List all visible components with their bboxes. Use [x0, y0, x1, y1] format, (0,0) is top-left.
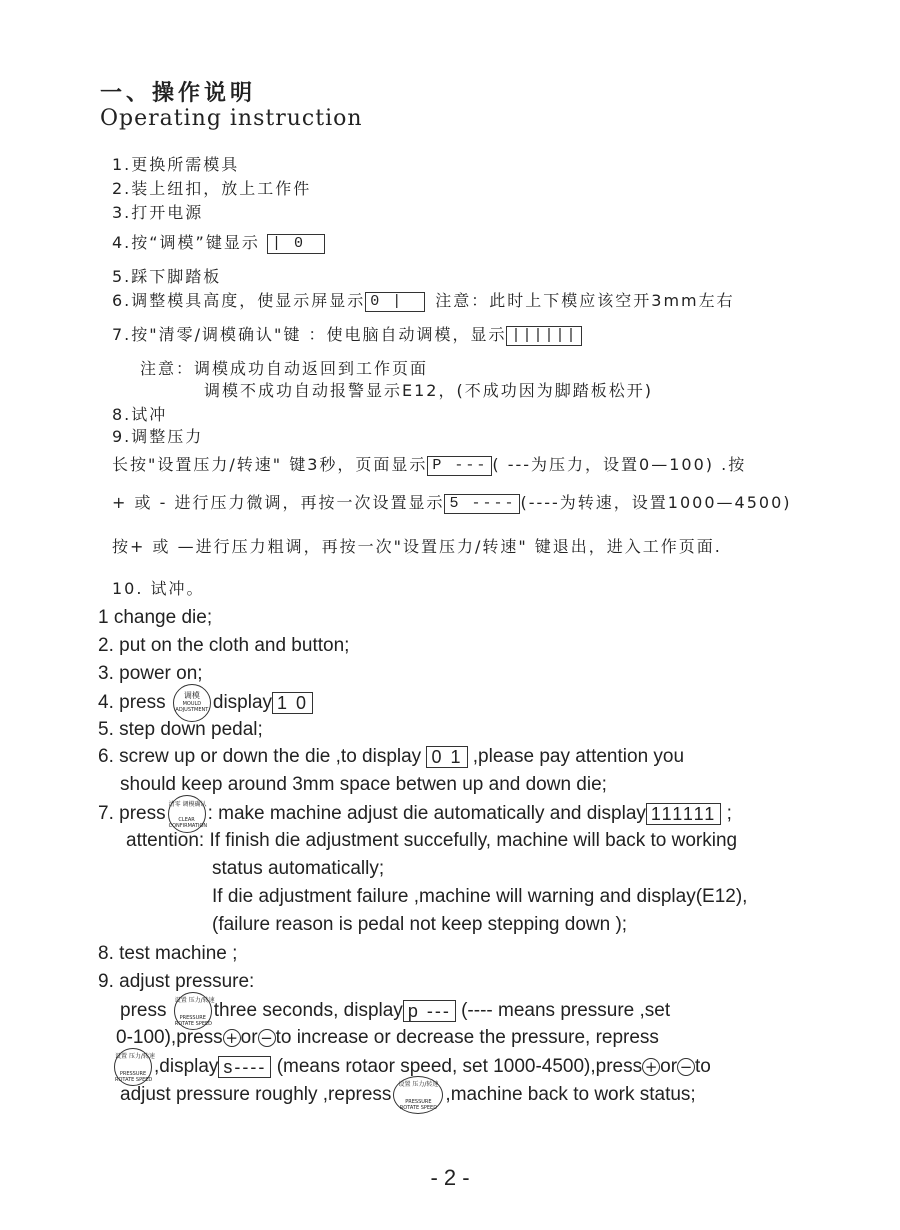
en-step-8: 8. test machine ; [98, 943, 238, 964]
display-box: 0 | [365, 292, 425, 312]
cn-step-1: 1.更换所需模具 [112, 155, 240, 174]
cn-step-4 [112, 230, 325, 254]
en-step-6-text: 6. screw up or down the die ,to display [98, 746, 422, 768]
heading-en: Operating instruction [100, 106, 363, 131]
en-step-4 [98, 684, 313, 722]
pressure-key-icon: 设置 压力/转速 PRESSURE ROTATE SPEED [393, 1076, 443, 1114]
cn-step-6 [112, 288, 735, 312]
cn-step-10: 10. 试冲。 [112, 579, 205, 598]
cn-step-8: 8.试冲 [112, 405, 168, 424]
en-step-7-end: ; [726, 803, 732, 825]
pressure-key-icon: 设置 压力/转速 PRESSURE ROTATE SPEED [114, 1048, 152, 1086]
cn-step-7-text: 7.按"清零/调模确认"键 ：使电脑自动调模，显示 [112, 325, 507, 344]
cn-step-6-note: 注意：此时上下模应该空开3mm左右 [435, 291, 735, 310]
cn-pressure-line-1-text: 长按"设置压力/转速" 键3秒，页面显示 [112, 455, 428, 474]
cn-pressure-line-1 [112, 452, 746, 476]
display-box: s---- [218, 1056, 271, 1078]
en-pressure-line-1 [120, 992, 670, 1030]
en-pressure-line-1-text: press [120, 1000, 167, 1022]
cn-pressure-line-2 [112, 490, 792, 514]
cn-pressure-line-2-text: + 或 - 进行压力微调，再按一次设置显示 [112, 493, 445, 512]
cn-pressure-line-3: 按+ 或 —进行压力粗调，再按一次"设置压力/转速" 键退出，进入工作页面. [112, 537, 722, 556]
cn-step-5: 5.踩下脚踏板 [112, 267, 222, 286]
heading-cn: 一、操作说明 [100, 81, 257, 106]
en-step-9: 9. adjust pressure: [98, 971, 255, 992]
en-pressure-line-1-mid: three seconds, display [213, 1000, 403, 1022]
en-step-7-text: 7. press [98, 803, 166, 825]
display-box: | 0 [267, 234, 325, 254]
en-attention-3: If die adjustment failure ,machine will warning and display(E12), [212, 886, 748, 907]
en-attention-2: status automatically; [212, 858, 385, 879]
en-step-7-desc: : make machine adjust die automatically and display [207, 803, 646, 825]
display-box: 1 0 [272, 692, 313, 714]
page-number: - 2 - [430, 1165, 470, 1190]
en-step-4-text: 4. press [98, 692, 166, 714]
display-box: |||||| [506, 326, 582, 346]
en-step-5: 5. step down pedal; [98, 719, 263, 740]
cn-step-2: 2.装上纽扣，放上工作件 [112, 179, 312, 198]
minus-icon: − [258, 1029, 276, 1047]
en-pressure-line-4 [120, 1076, 696, 1114]
en-or-text: or [240, 1027, 258, 1048]
cn-pressure-line-2-note: (----为转速，设置1000—4500) [520, 493, 792, 512]
en-pressure-line-3-text: ,display [154, 1056, 219, 1078]
display-box: p --- [403, 1000, 456, 1022]
en-pressure-line-3-note: (means rotaor speed, set 1000-4500),press [276, 1056, 643, 1078]
cn-step-3: 3.打开电源 [112, 203, 204, 222]
en-pressure-line-2-note: to increase or decrease the pressure, repress [275, 1027, 659, 1048]
clear-key-icon: 清零 调模确认 CLEAR CONFIRMATION [168, 795, 206, 833]
en-step-7 [98, 795, 732, 833]
cn-note-2: 调模不成功自动报警显示E12，(不成功因为脚踏板松开) [204, 381, 653, 400]
display-box: 0 1 [426, 746, 467, 768]
en-step-1: 1 change die; [98, 607, 213, 628]
plus-icon: + [223, 1029, 241, 1047]
en-pressure-line-4-text: adjust pressure roughly ,repress [120, 1084, 392, 1106]
en-or-text: or [660, 1056, 678, 1078]
en-attention-1: attention: If finish die adjustment succefully, machine will back to working [126, 830, 738, 851]
en-to-text: to [695, 1056, 711, 1078]
en-step-6-line-2: should keep around 3mm space betwen up and down die; [120, 774, 607, 795]
cn-step-6-text: 6.调整模具高度，使显示屏显示 [112, 291, 366, 310]
en-pressure-line-1-note: (---- means pressure ,set [461, 1000, 671, 1022]
mould-key-icon: 调模 MOULD ADJUSTMENT [173, 684, 211, 722]
en-step-4-display: display [212, 692, 273, 714]
en-step-6 [98, 746, 684, 768]
pressure-key-icon: 设置 压力/转速 PRESSURE ROTATE SPEED [174, 992, 212, 1030]
cn-step-9: 9.调整压力 [112, 427, 204, 446]
minus-icon: − [677, 1058, 695, 1076]
en-pressure-line-2 [116, 1027, 659, 1049]
en-pressure-line-2-text: 0-100),press [116, 1027, 223, 1048]
en-pressure-line-4-note: ,machine back to work status; [445, 1084, 696, 1106]
en-step-6-note: ,please pay attention you [472, 746, 685, 768]
en-step-2: 2. put on the cloth and button; [98, 635, 350, 656]
plus-icon: + [642, 1058, 660, 1076]
cn-step-7 [112, 322, 582, 346]
display-box: P --- [427, 456, 492, 476]
en-attention-4: (failure reason is pedal not keep stepping down ); [212, 914, 628, 935]
en-step-3: 3. power on; [98, 663, 203, 684]
display-box: 111111 [646, 803, 721, 825]
cn-step-4-text: 4.按“调模”键显示 [112, 233, 260, 252]
cn-note-1: 注意：调模成功自动返回到工作页面 [140, 359, 429, 378]
display-box: 5 ---- [444, 494, 520, 514]
cn-pressure-line-1-note: ( ---为压力，设置0—100) .按 [492, 455, 747, 474]
